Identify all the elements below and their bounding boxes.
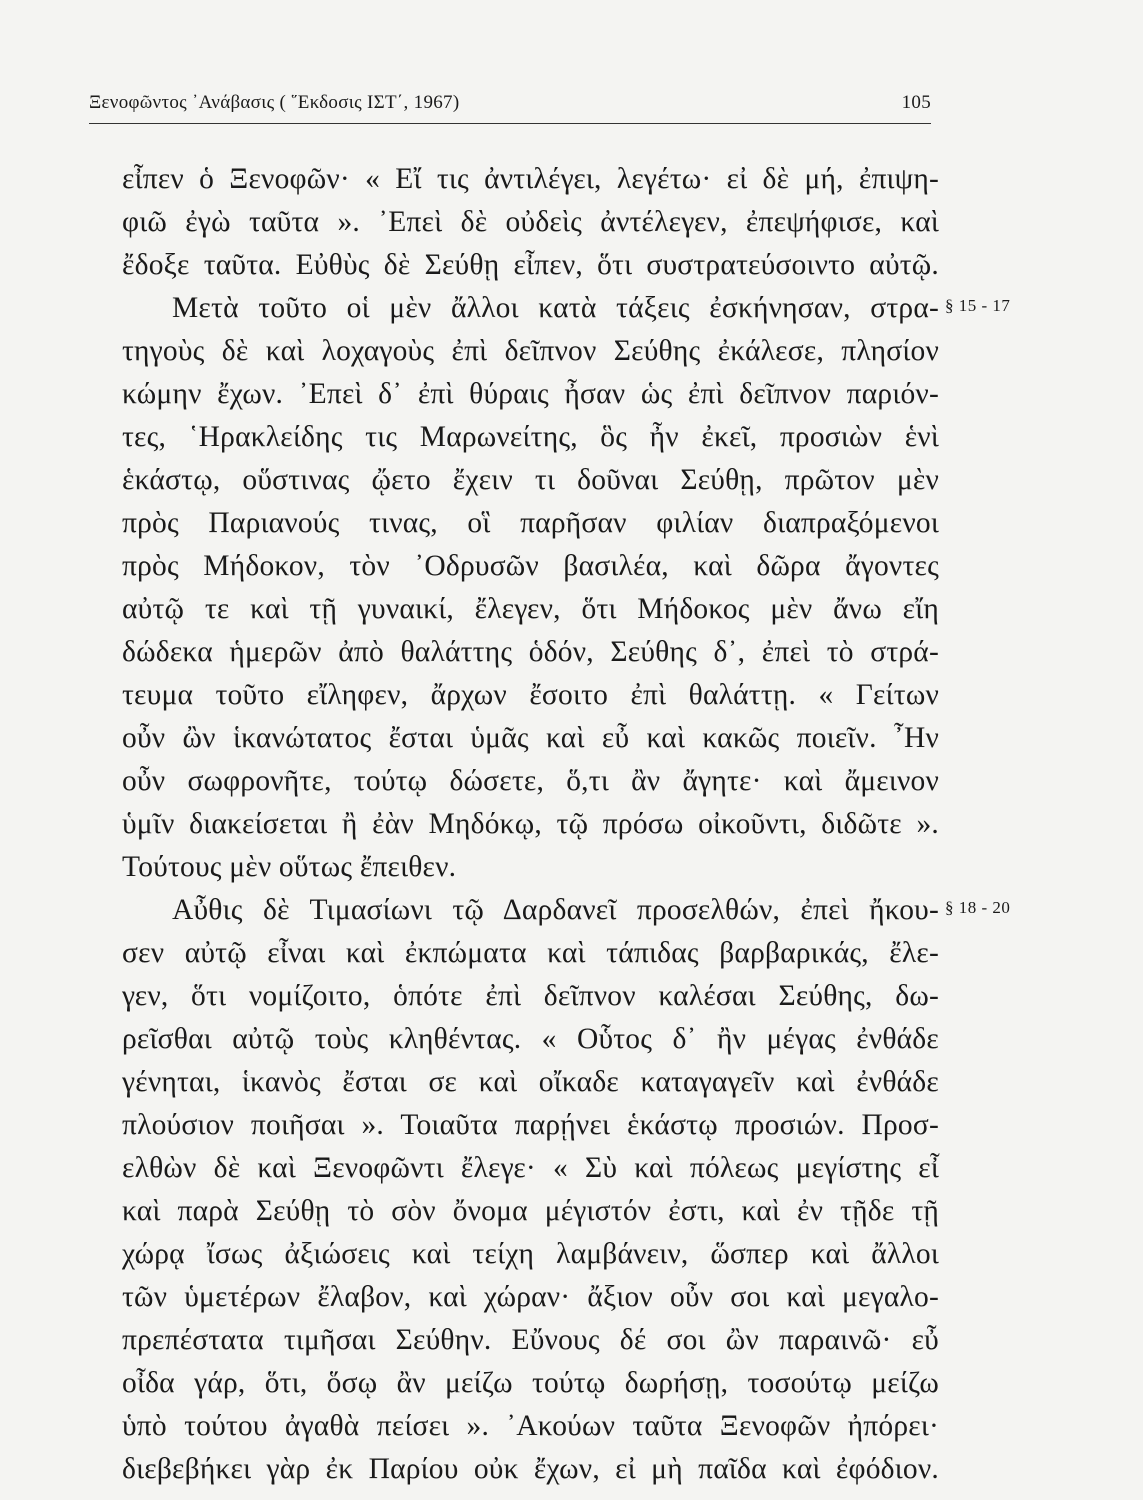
text-line: Τούτους μὲν οὕτως ἔπειθεν. (122, 851, 457, 883)
text-line: ἔδοξε ταῦτα. Εὐθὺς δὲ Σεύθῃ εἶπεν, ὅτι συστρατεύσοιντο αὐτῷ. (122, 249, 939, 281)
text-line: πρὸς Μήδοκον, τὸν ᾽Οδρυσῶν βασιλέα, καὶ δῶρα ἄγοντες (122, 550, 939, 582)
text-line: ελθὼν δὲ καὶ Ξενοφῶντι ἔλεγε· « Σὺ καὶ πόλεως μεγίστης εἶ (122, 1152, 939, 1184)
text-line: οὖν ὢν ἱκανώτατος ἔσται ὑμᾶς καὶ εὖ καὶ κακῶς ποιεῖν. ῏Ην (122, 722, 939, 754)
text-line: πρὸς Παριανούς τινας, οἳ παρῆσαν φιλίαν διαπραξόμενοι (122, 507, 939, 539)
text-line: καὶ παρὰ Σεύθῃ τὸ σὸν ὄνομα μέγιστόν ἐστι, καὶ ἐν τῇδε τῇ (122, 1195, 939, 1227)
text-line: ἑκάστῳ, οὕστινας ᾤετο ἔχειν τι δοῦναι Σεύθῃ, πρῶτον μὲν (122, 464, 939, 496)
text-line: φιῶ ἐγὼ ταῦτα ». ᾽Επεὶ δὲ οὐδεὶς ἀντέλεγεν, ἐπεψήφισε, καὶ (122, 206, 939, 238)
text-line: χώρᾳ ἴσως ἀξιώσεις καὶ τείχη λαμβάνειν, ὥσπερ καὶ ἄλλοι (122, 1238, 939, 1270)
text-line: πλούσιον ποιῆσαι ». Τοιαῦτα παρῄνει ἑκάστῳ προσιών. Προσ- (122, 1109, 939, 1141)
text-line: γένηται, ἱκανὸς ἔσται σε καὶ οἴκαδε καταγαγεῖν καὶ ἐνθάδε (122, 1066, 939, 1098)
text-line: τες, ῾Ηρακλείδης τις Μαρωνείτης, ὃς ἦν ἐκεῖ, προσιὼν ἑνὶ (122, 421, 939, 453)
text-line: δώδεκα ἡμερῶν ἀπὸ θαλάττης ὁδόν, Σεύθης δ᾽, ἐπεὶ τὸ στρά- (122, 636, 939, 668)
text-line: διεβεβήκει γὰρ ἐκ Παρίου οὐκ ἔχων, εἰ μὴ παῖδα καὶ ἐφόδιον. (122, 1453, 939, 1485)
header-rule (89, 123, 931, 124)
text-line: γεν, ὅτι νομίζοιτο, ὁπότε ἐπὶ δεῖπνον καλέσαι Σεύθης, δω- (122, 980, 939, 1012)
text-line: κώμην ἔχων. ᾽Επεὶ δ᾽ ἐπὶ θύραις ἦσαν ὡς ἐπὶ δεῖπνον παριόν- (122, 378, 939, 410)
running-head (89, 92, 931, 120)
text-line: οὖν σωφρονῆτε, τούτῳ δώσετε, ὅ,τι ἂν ἄγητε· καὶ ἄμεινον (122, 765, 939, 797)
text-line: ὑπὸ τούτου ἀγαθὰ πείσει ». ᾽Ακούων ταῦτα Ξενοφῶν ἠπόρει· (122, 1410, 939, 1442)
text-line: ὑμῖν διακείσεται ἢ ἐὰν Μηδόκῳ, τῷ πρόσω οἰκοῦντι, διδῶτε ». (122, 808, 939, 840)
text-line: αὐτῷ τε καὶ τῇ γυναικί, ἔλεγεν, ὅτι Μήδοκος μὲν ἄνω εἴη (122, 593, 939, 625)
text-line: εἶπεν ὁ Ξενοφῶν· « Εἴ τις ἀντιλέγει, λεγέτω· εἰ δὲ μή, ἐπιψη- (122, 163, 939, 195)
marginal-section-note: § 18 - 20 (945, 898, 1011, 917)
text-line: σεν αὐτῷ εἶναι καὶ ἐκπώματα καὶ τάπιδας βαρβαρικάς, ἔλε- (122, 937, 939, 969)
text-line: ρεῖσθαι αὐτῷ τοὺς κληθέντας. « Οὗτος δ᾽ ἢν μέγας ἐνθάδε (122, 1023, 939, 1055)
marginal-section-note: § 15 - 17 (945, 296, 1011, 315)
text-line: τῶν ὑμετέρων ἔλαβον, καὶ χώραν· ἄξιον οὖν σοι καὶ μεγαλο- (122, 1281, 939, 1313)
text-line: Αὖθις δὲ Τιμασίωνι τῷ Δαρδανεῖ προσελθών, ἐπεὶ ἤκου- (172, 894, 939, 926)
text-line: οἶδα γάρ, ὅτι, ὅσῳ ἂν μείζω τούτῳ δωρήσῃ, τοσούτῳ μείζω (122, 1367, 939, 1399)
text-line: τευμα τοῦτο εἴληφεν, ἄρχων ἔσοιτο ἐπὶ θαλάττῃ. « Γείτων (122, 679, 939, 711)
text-line: τηγοὺς δὲ καὶ λοχαγοὺς ἐπὶ δεῖπνον Σεύθης ἐκάλεσε, πλησίον (122, 335, 939, 367)
page-number: 105 (901, 92, 931, 113)
running-head-title: Ξενοφῶντος ᾽Ανάβασις ( ῞Εκδοσις ΙΣΤ΄, 1967) (89, 92, 460, 113)
text-line: πρεπέστατα τιμῆσαι Σεύθην. Εὔνους δέ σοι ὢν παραινῶ· εὖ (122, 1324, 939, 1356)
text-line: Μετὰ τοῦτο οἱ μὲν ἄλλοι κατὰ τάξεις ἐσκήνησαν, στρα- (172, 292, 939, 324)
